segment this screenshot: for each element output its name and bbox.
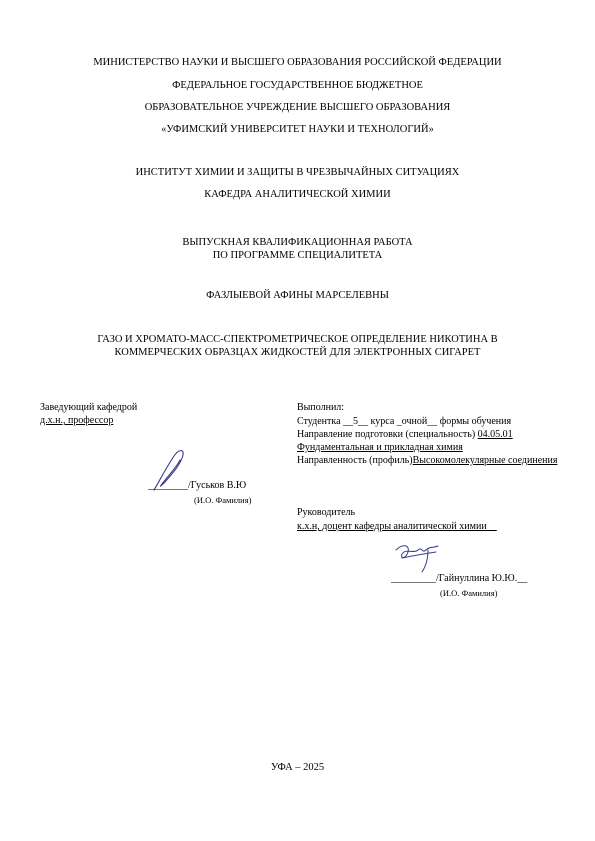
direction-label: Направление подготовки (специальность)	[297, 429, 478, 440]
institute-name: ИНСТИТУТ ХИМИИ И ЗАЩИТЫ В ЧРЕЗВЫЧАЙНЫХ СИТУАЦИЯХ	[135, 167, 460, 178]
student-prefix: Студентка	[297, 416, 344, 427]
course-value: __5__	[343, 416, 369, 427]
department-name: КАФЕДРА АНАЛИТИЧЕСКОЙ ХИМИИ	[204, 189, 391, 200]
author-name: ФАЗЛЫЕВОЙ АФИНЫ МАРСЕЛЕВНЫ	[206, 290, 389, 301]
head-of-dept-signature-line: ________/Гуськов В.Ю	[148, 480, 247, 491]
profile-line	[297, 455, 557, 467]
thesis-title-line-2: КОММЕРЧЕСКИХ ОБРАЗЦАХ ЖИДКОСТЕЙ ДЛЯ ЭЛЕКТРОННЫХ СИГАРЕТ	[114, 347, 481, 358]
study-form: _очной__	[396, 416, 438, 427]
supervisor-signature-line: _________/Гайнуллина Ю.Ю.__	[391, 573, 528, 584]
institution-line-1: ФЕДЕРАЛЬНОЕ ГОСУДАРСТВЕННОЕ БЮДЖЕТНОЕ	[172, 80, 423, 91]
head-of-dept-label: Заведующий кафедрой	[40, 402, 138, 413]
institution-line-2: ОБРАЗОВАТЕЛЬНОЕ УЧРЕЖДЕНИЕ ВЫСШЕГО ОБРАЗОВАНИЯ	[144, 102, 451, 113]
direction-line	[297, 429, 513, 441]
work-type-line-2: ПО ПРОГРАММЕ СПЕЦИАЛИТЕТА	[212, 250, 383, 261]
thesis-title-line-1: ГАЗО И ХРОМАТО-МАСС-СПЕКТРОМЕТРИЧЕСКОЕ ОПРЕДЕЛЕНИЕ НИКОТИНА В	[97, 334, 498, 345]
university-name: «УФИМСКИЙ УНИВЕРСИТЕТ НАУКИ И ТЕХНОЛОГИЙ»	[161, 124, 434, 135]
head-of-dept-degree: д.х.н., профессор	[40, 415, 114, 426]
profile-value: Высокомолекулярные соединения	[412, 455, 558, 466]
work-type-line-1: ВЫПУСКНАЯ КВАЛИФИКАЦИОННАЯ РАБОТА	[182, 237, 413, 248]
ministry-line: МИНИСТЕРСТВО НАУКИ И ВЫСШЕГО ОБРАЗОВАНИЯ РОССИЙСКОЙ ФЕДЕРАЦИИ	[93, 57, 502, 68]
course-word: курса	[368, 416, 397, 427]
student-line	[297, 416, 511, 428]
head-of-dept-caption: (И.О. Фамилия)	[194, 495, 252, 505]
supervisor-caption: (И.О. Фамилия)	[440, 588, 498, 598]
profile-label: Направленность (профиль)	[297, 455, 413, 466]
supervisor-signature	[392, 540, 444, 574]
supervisor-position: к.х.н, доцент кафедры аналитической химии__	[297, 521, 497, 532]
direction-name: Фундаментальная и прикладная химия	[297, 442, 463, 453]
city-year: УФА – 2025	[270, 762, 325, 773]
study-form-suffix: формы обучения	[437, 416, 512, 427]
supervisor-label: Руководитель	[297, 507, 356, 518]
performed-label: Выполнил:	[297, 402, 345, 413]
direction-code: 04.05.01	[477, 429, 513, 440]
